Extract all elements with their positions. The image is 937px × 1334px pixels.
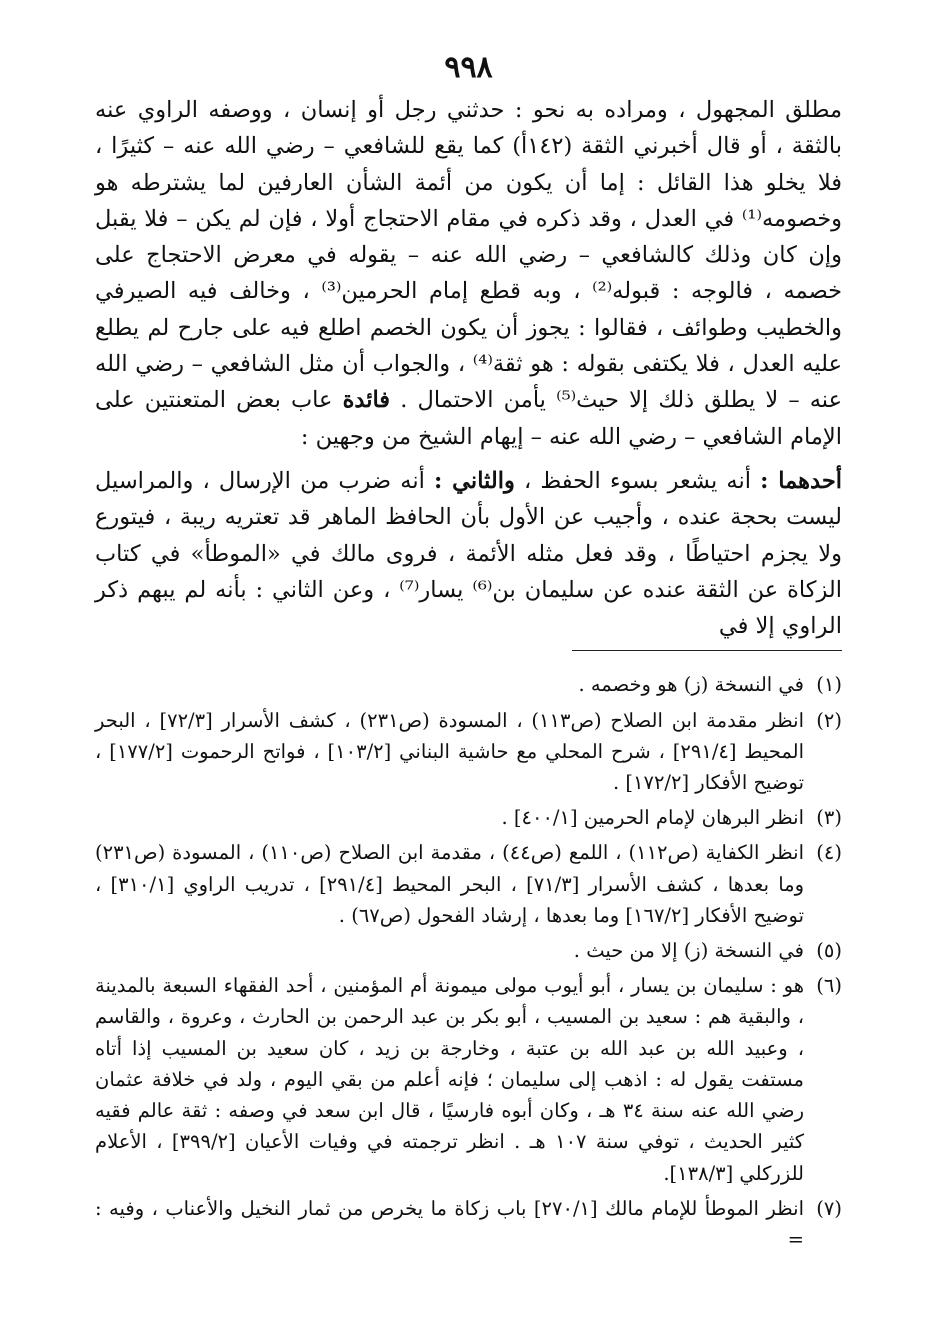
footnote-5: [95, 935, 842, 966]
paragraph-2-text: أنه ضرب من الإرسال ، والمراسيل ليست بحجة عنده ، وأجيب عن الأول بأن الحافظ الماهر قد تعتريه ريبة ، فيتورع ولا يجزم احتياطًا ، وقد فعل مثله الأئمة ، فروى مالك في «الموطأ» في كتاب الزكاة عن الثقة عنده عن سليمان بن⁽⁶⁾ يسار⁽⁷⁾ ، وعن الثاني : بأنه لم يبهم ذكر الراوي إلا في: [95, 467, 842, 640]
footnote-divider: [572, 650, 842, 651]
footnote-text: انظر مقدمة ابن الصلاح (ص١١٣) ، المسودة (ص٢٣١) ، كشف الأسرار [٧٢/٣] ، البحر المحيط [٢٩١/٤] ، شرح المحلي مع حاشية البناني [١٠٣/٢] ، فواتح الرحموت [١٧٧/٢] ، توضيح الأفكار [١٧٢/٢] .: [95, 708, 805, 795]
book-page: [95, 48, 842, 1304]
footnote-3: [95, 802, 842, 833]
footnote-7: [95, 1193, 842, 1255]
footnote-number: (٣): [816, 806, 842, 830]
first-text: أنه يشعر بسوء الحفظ ،: [523, 467, 751, 494]
footnote-number: (٦): [816, 974, 842, 998]
footnote-text: في النسخة (ز) هو وخصمه .: [578, 673, 804, 697]
faida-text: عاب بعض المتعنتين على الإمام الشافعي – رضي الله عنه – إيهام الشيخ من وجهين :: [95, 387, 842, 450]
paragraph-1: [95, 92, 842, 455]
footnote-text: في النسخة (ز) إلا من حيث .: [573, 939, 804, 963]
footnote-text: انظر الموطأ للإمام مالك [٢٧٠/١] باب زكاة ما يخرص من ثمار النخيل والأعناب ، وفيه : =: [95, 1196, 805, 1251]
faida-label: فائدة: [342, 387, 391, 414]
footnote-number: (٧): [816, 1196, 842, 1220]
footnote-number: (١): [816, 673, 842, 697]
footnote-4: [95, 837, 842, 931]
second-label: والثاني :: [434, 467, 515, 494]
footnote-number: (٥): [816, 939, 842, 963]
footnote-text: انظر البرهان لإمام الحرمين [٤٠٠/١] .: [501, 806, 804, 830]
footnote-number: (٢): [816, 708, 842, 732]
page-number: ٩٩٨: [444, 50, 493, 85]
footnotes: [95, 669, 842, 1255]
paragraph-1-text: مطلق المجهول ، ومراده به نحو : حدثني رجل أو إنسان ، ووصفه الراوي عنه بالثقة ، أو قال أخبرني الثقة (١٤٢أ) كما يقع للشافعي – رضي الله عنه – كثيرًا ، فلا يخلو هذا القائل : إما أن يكون من أئمة الشأن العارفين لما يشترطه هو وخصومه⁽¹⁾ في العدل ، وقد ذكره في مقام الاحتجاج أولا ، فإن لم يكن – فلا يقبل وإن كان وذلك كالشافعي – رضي الله عنه – يقوله في معرض الاحتجاج على خصمه ، فالوجه : قبوله⁽²⁾ ، وبه قطع إمام الحرمين⁽³⁾ ، وخالف فيه الصيرفي والخطيب وطوائف ، فقالوا : يجوز أن يكون الخصم اطلع فيه على جارح لم يطلع عليه العدل ، فلا يكتفى بقوله : هو ثقة⁽⁴⁾ ، والجواب أن مثل الشافعي – رضي الله عنه – لا يطلق ذلك إلا حيث⁽⁵⁾ يأمن الاحتمال .: [95, 97, 842, 414]
paragraph-2: [95, 463, 842, 644]
first-label: أحدهما :: [760, 467, 843, 494]
footnote-text: انظر الكفاية (ص١١٢) ، اللمع (ص٤٤) ، مقدمة ابن الصلاح (ص١١٠) ، المسودة (ص٢٣١) وما بعدها ، كشف الأسرار [٧١/٣] ، البحر المحيط [٢٩١/٤] ، تدريب الراوي [٣١٠/١] ، توضيح الأفكار [١٦٧/٢] وما بعدها ، إرشاد الفحول (ص٦٧) .: [95, 841, 805, 927]
footnote-text: هو : سليمان بن يسار ، أبو أيوب مولى ميمونة أم المؤمنين ، أحد الفقهاء السبعة بالمدينة ، والبقية هم : سعيد بن المسيب ، أبو بكر بن عبد الرحمن بن الحارث ، وعروة ، والقاسم ، وعبيد الله بن عبد الله بن عتبة ، وخارجة بن زيد ، كان سعيد بن المسيب إذا أتاه مستفت يقول له : اذهب إلى سليمان ؛ فإنه أعلم من بقي اليوم ، ولد في خلافة عثمان رضي الله عنه سنة ٣٤ هـ ، وكان أبوه فارسيًا ، قال ابن سعد في وصفه : ثقة عالم فقيه كثير الحديث ، توفي سنة ١٠٧ هـ . انظر ترجمته في وفيات الأعيان [٣٩٩/٢] ، الأعلام للزركلي [١٣٨/٣].: [95, 974, 805, 1185]
footnote-1: [95, 669, 842, 700]
footnote-6: [95, 970, 842, 1188]
footnote-2: [95, 705, 842, 799]
footnote-number: (٤): [816, 841, 842, 865]
main-text: [95, 92, 842, 644]
